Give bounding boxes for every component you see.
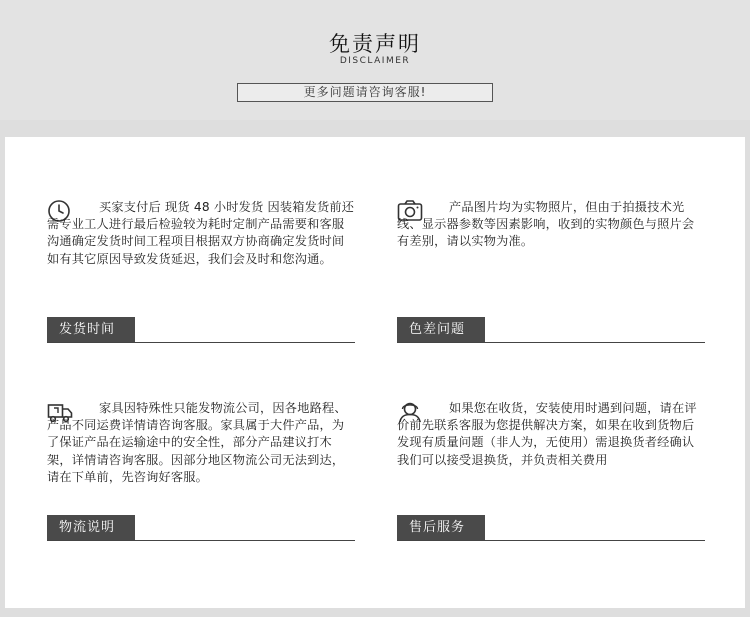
page-subtitle: DISCLAIMER (339, 56, 411, 66)
tag-shipping-label: 发货时间 (47, 317, 135, 342)
block-color (397, 199, 705, 344)
tag-aftersales-label: 售后服务 (397, 515, 485, 540)
header-banner (0, 0, 750, 120)
page-title: 免责声明 (329, 32, 421, 56)
block-aftersales-text: 如果您在收货，安装使用时遇到问题，请在评价前先联系客服为您提供解决方案，如果在收到货物后发现有质量问题（非人为，无使用）需退换货者经确认我们可以接受退换货，并负责相关费用 (397, 401, 697, 467)
tag-logistics-label: 物流说明 (47, 515, 135, 540)
tag-logistics (47, 515, 355, 541)
block-logistics-text: 家具因特殊性只能发物流公司，因各地路程、产品不同运费详情请咨询客服。家具属于大件产品，为了保证产品在运输途中的安全性，部分产品建议打木架，详情请咨询客服。因部分地区物流公司无法到达，请在下单前，先咨询好客服。 (47, 401, 347, 484)
block-aftersales (397, 400, 705, 545)
notice-box: 更多问题请咨询客服! (237, 83, 493, 102)
content-card (5, 137, 745, 608)
tag-aftersales (397, 515, 705, 541)
block-shipping-text: 买家支付后 现货 48 小时发货 因装箱发货前还需专业工人进行最后检验较为耗时定制产品需要和客服沟通确定发货时间工程项目根据双方协商确定发货时间如有其它原因导致发货延迟，我们会及时和您沟通。 (47, 200, 355, 266)
block-logistics (47, 400, 355, 545)
tag-shipping (47, 317, 355, 343)
block-color-text: 产品图片均为实物照片，但由于拍摄技术光线、显示器参数等因素影响，收到的实物颜色与照片会有差别，请以实物为准。 (397, 200, 695, 249)
block-shipping (47, 199, 355, 344)
tag-color-label: 色差问题 (397, 317, 485, 342)
tag-color (397, 317, 705, 343)
